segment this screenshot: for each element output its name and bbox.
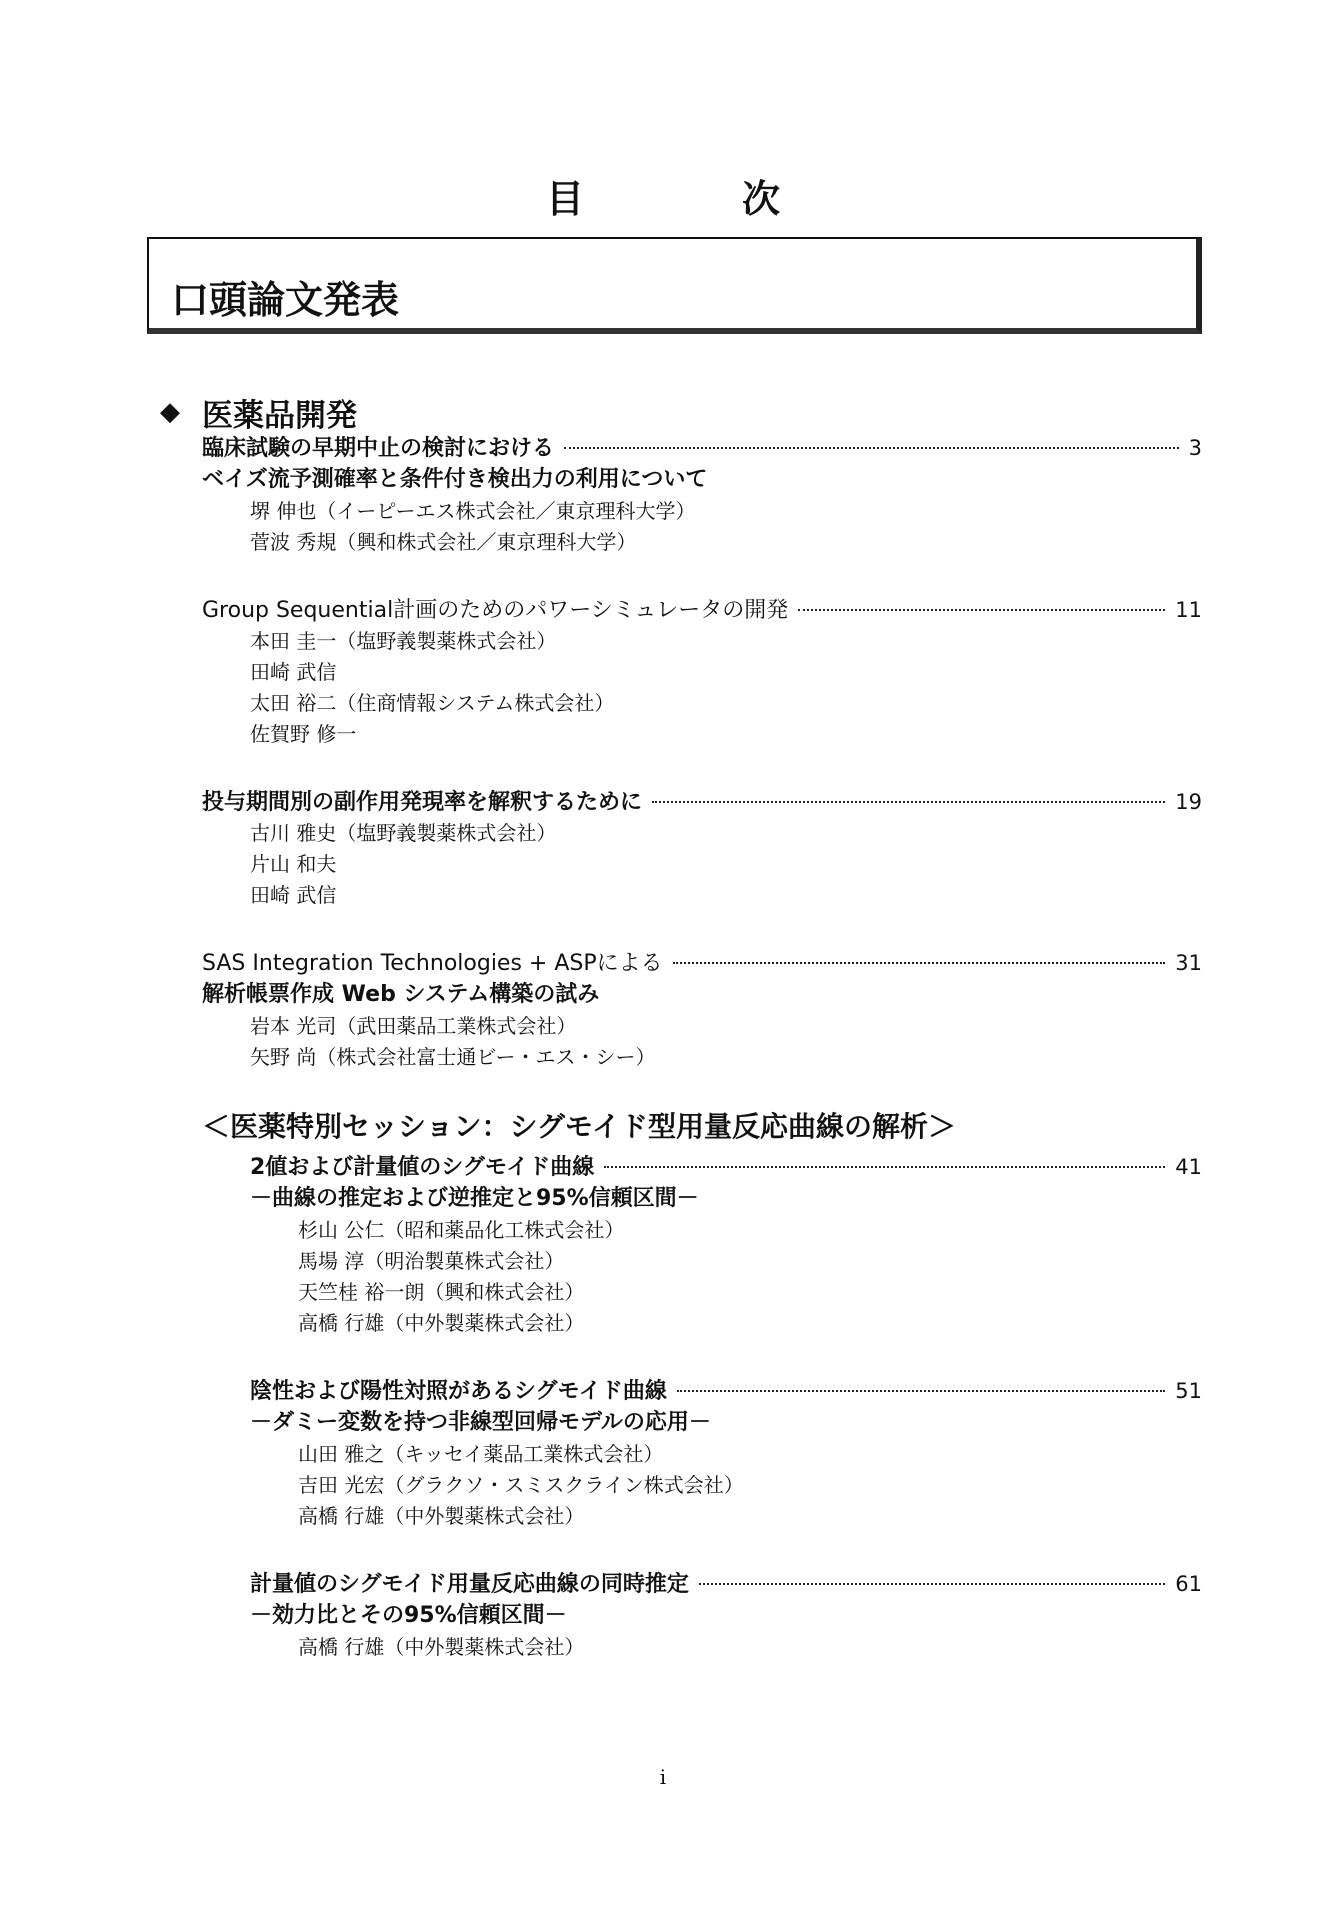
leader-dots — [673, 962, 1166, 964]
author: 吉田 光宏（グラクソ・スミスクライン株式会社） — [298, 1473, 744, 1497]
toc-subtitle: 解析帳票作成 Web システム構築の試み — [202, 982, 600, 1007]
author: 片山 和夫 — [250, 852, 337, 876]
page-number: 51 — [1175, 1379, 1202, 1403]
category-heading — [160, 392, 1202, 432]
toc-title: 2値および計量値のシグモイド曲線 — [250, 1155, 595, 1180]
toc-entry — [202, 432, 1202, 558]
toc-entry — [250, 1568, 1202, 1663]
leader-dots — [798, 609, 1165, 611]
author: 本田 圭一（塩野義製薬株式会社） — [250, 629, 557, 653]
toc-title-line — [202, 594, 1202, 626]
author: 菅波 秀規（興和株式会社／東京理科大学） — [250, 530, 637, 554]
author-list — [250, 496, 1202, 558]
page-footer-number: i — [659, 1765, 667, 1789]
author: 高橋 行雄（中外製薬株式会社） — [298, 1504, 585, 1528]
toc-entry — [250, 1375, 1202, 1532]
author: 田崎 武信 — [250, 883, 337, 907]
leader-dots — [699, 1583, 1165, 1585]
section-header-box — [147, 237, 1202, 334]
toc-title: 投与期間別の副作用発現率を解釈するために — [202, 790, 643, 815]
author: 馬場 淳（明治製菓株式会社） — [298, 1249, 565, 1273]
author-list — [250, 818, 1202, 911]
author: 岩本 光司（武田薬品工業株式会社） — [250, 1014, 577, 1038]
session-title: ＜医薬特別セッション：シグモイド型用量反応曲線の解析＞ — [202, 1110, 957, 1143]
toc-entry — [202, 786, 1202, 911]
page-number: 61 — [1175, 1572, 1202, 1596]
toc-title: 陰性および陽性対照があるシグモイド曲線 — [250, 1379, 667, 1404]
author: 天竺桂 裕一朗（興和株式会社） — [298, 1280, 585, 1304]
toc-title: 計量値のシグモイド用量反応曲線の同時推定 — [250, 1572, 689, 1597]
leader-dots — [677, 1390, 1165, 1392]
author-list — [250, 1011, 1202, 1073]
author: 杉山 公仁（昭和薬品化工株式会社） — [298, 1218, 625, 1242]
toc-title: 臨床試験の早期中止の検討における — [202, 436, 555, 461]
author-list — [298, 1439, 1202, 1532]
toc-title-line — [250, 1568, 1202, 1600]
toc-subtitle: ベイズ流予測確率と条件付き検出力の利用について — [202, 467, 708, 492]
toc-subtitle: －効力比とその95%信頼区間－ — [250, 1603, 567, 1628]
author: 堺 伸也（イーピーエス株式会社／東京理科大学） — [250, 499, 696, 523]
leader-dots — [604, 1166, 1165, 1168]
toc-title-line — [202, 786, 1202, 818]
leader-dots — [652, 801, 1165, 803]
page-number: 41 — [1175, 1155, 1202, 1179]
toc-entry — [202, 947, 1202, 1073]
author-list — [298, 1215, 1202, 1339]
toc-subtitle: －ダミー変数を持つ非線型回帰モデルの応用－ — [250, 1410, 711, 1435]
toc-title: Group Sequential計画のためのパワーシミュレータの開発 — [202, 598, 789, 623]
author: 高橋 行雄（中外製薬株式会社） — [298, 1635, 585, 1659]
category-label: 医薬品開発 — [202, 397, 357, 434]
author: 古川 雅史（塩野義製薬株式会社） — [250, 821, 557, 845]
section-title: 口頭論文発表 — [171, 278, 400, 322]
author: 佐賀野 修一 — [250, 722, 357, 746]
author: 太田 裕二（住商情報システム株式会社） — [250, 691, 615, 715]
toc-entry — [250, 1151, 1202, 1339]
page-title: 目 次 — [545, 177, 840, 221]
page-number: 31 — [1175, 951, 1202, 975]
author: 山田 雅之（キッセイ薬品工業株式会社） — [298, 1442, 664, 1466]
author-list — [250, 626, 1202, 750]
toc-entry — [202, 594, 1202, 750]
diamond-bullet-icon: ◆ — [160, 397, 180, 427]
page-number: 11 — [1175, 598, 1202, 622]
page-number: 19 — [1175, 790, 1202, 814]
page-number: 3 — [1188, 436, 1202, 460]
toc-title-line — [202, 432, 1202, 464]
table-of-contents — [160, 392, 1202, 1663]
toc-title: SAS Integration Technologies + ASPによる — [202, 951, 663, 976]
author: 田崎 武信 — [250, 660, 337, 684]
toc-subtitle: －曲線の推定および逆推定と95%信頼区間－ — [250, 1186, 699, 1211]
leader-dots — [564, 447, 1179, 449]
author: 高橋 行雄（中外製薬株式会社） — [298, 1311, 585, 1335]
toc-title-line — [202, 947, 1202, 979]
toc-title-line — [250, 1151, 1202, 1183]
author-list — [298, 1632, 1202, 1663]
toc-title-line — [250, 1375, 1202, 1407]
author: 矢野 尚（株式会社富士通ビー・エス・シー） — [250, 1045, 656, 1069]
